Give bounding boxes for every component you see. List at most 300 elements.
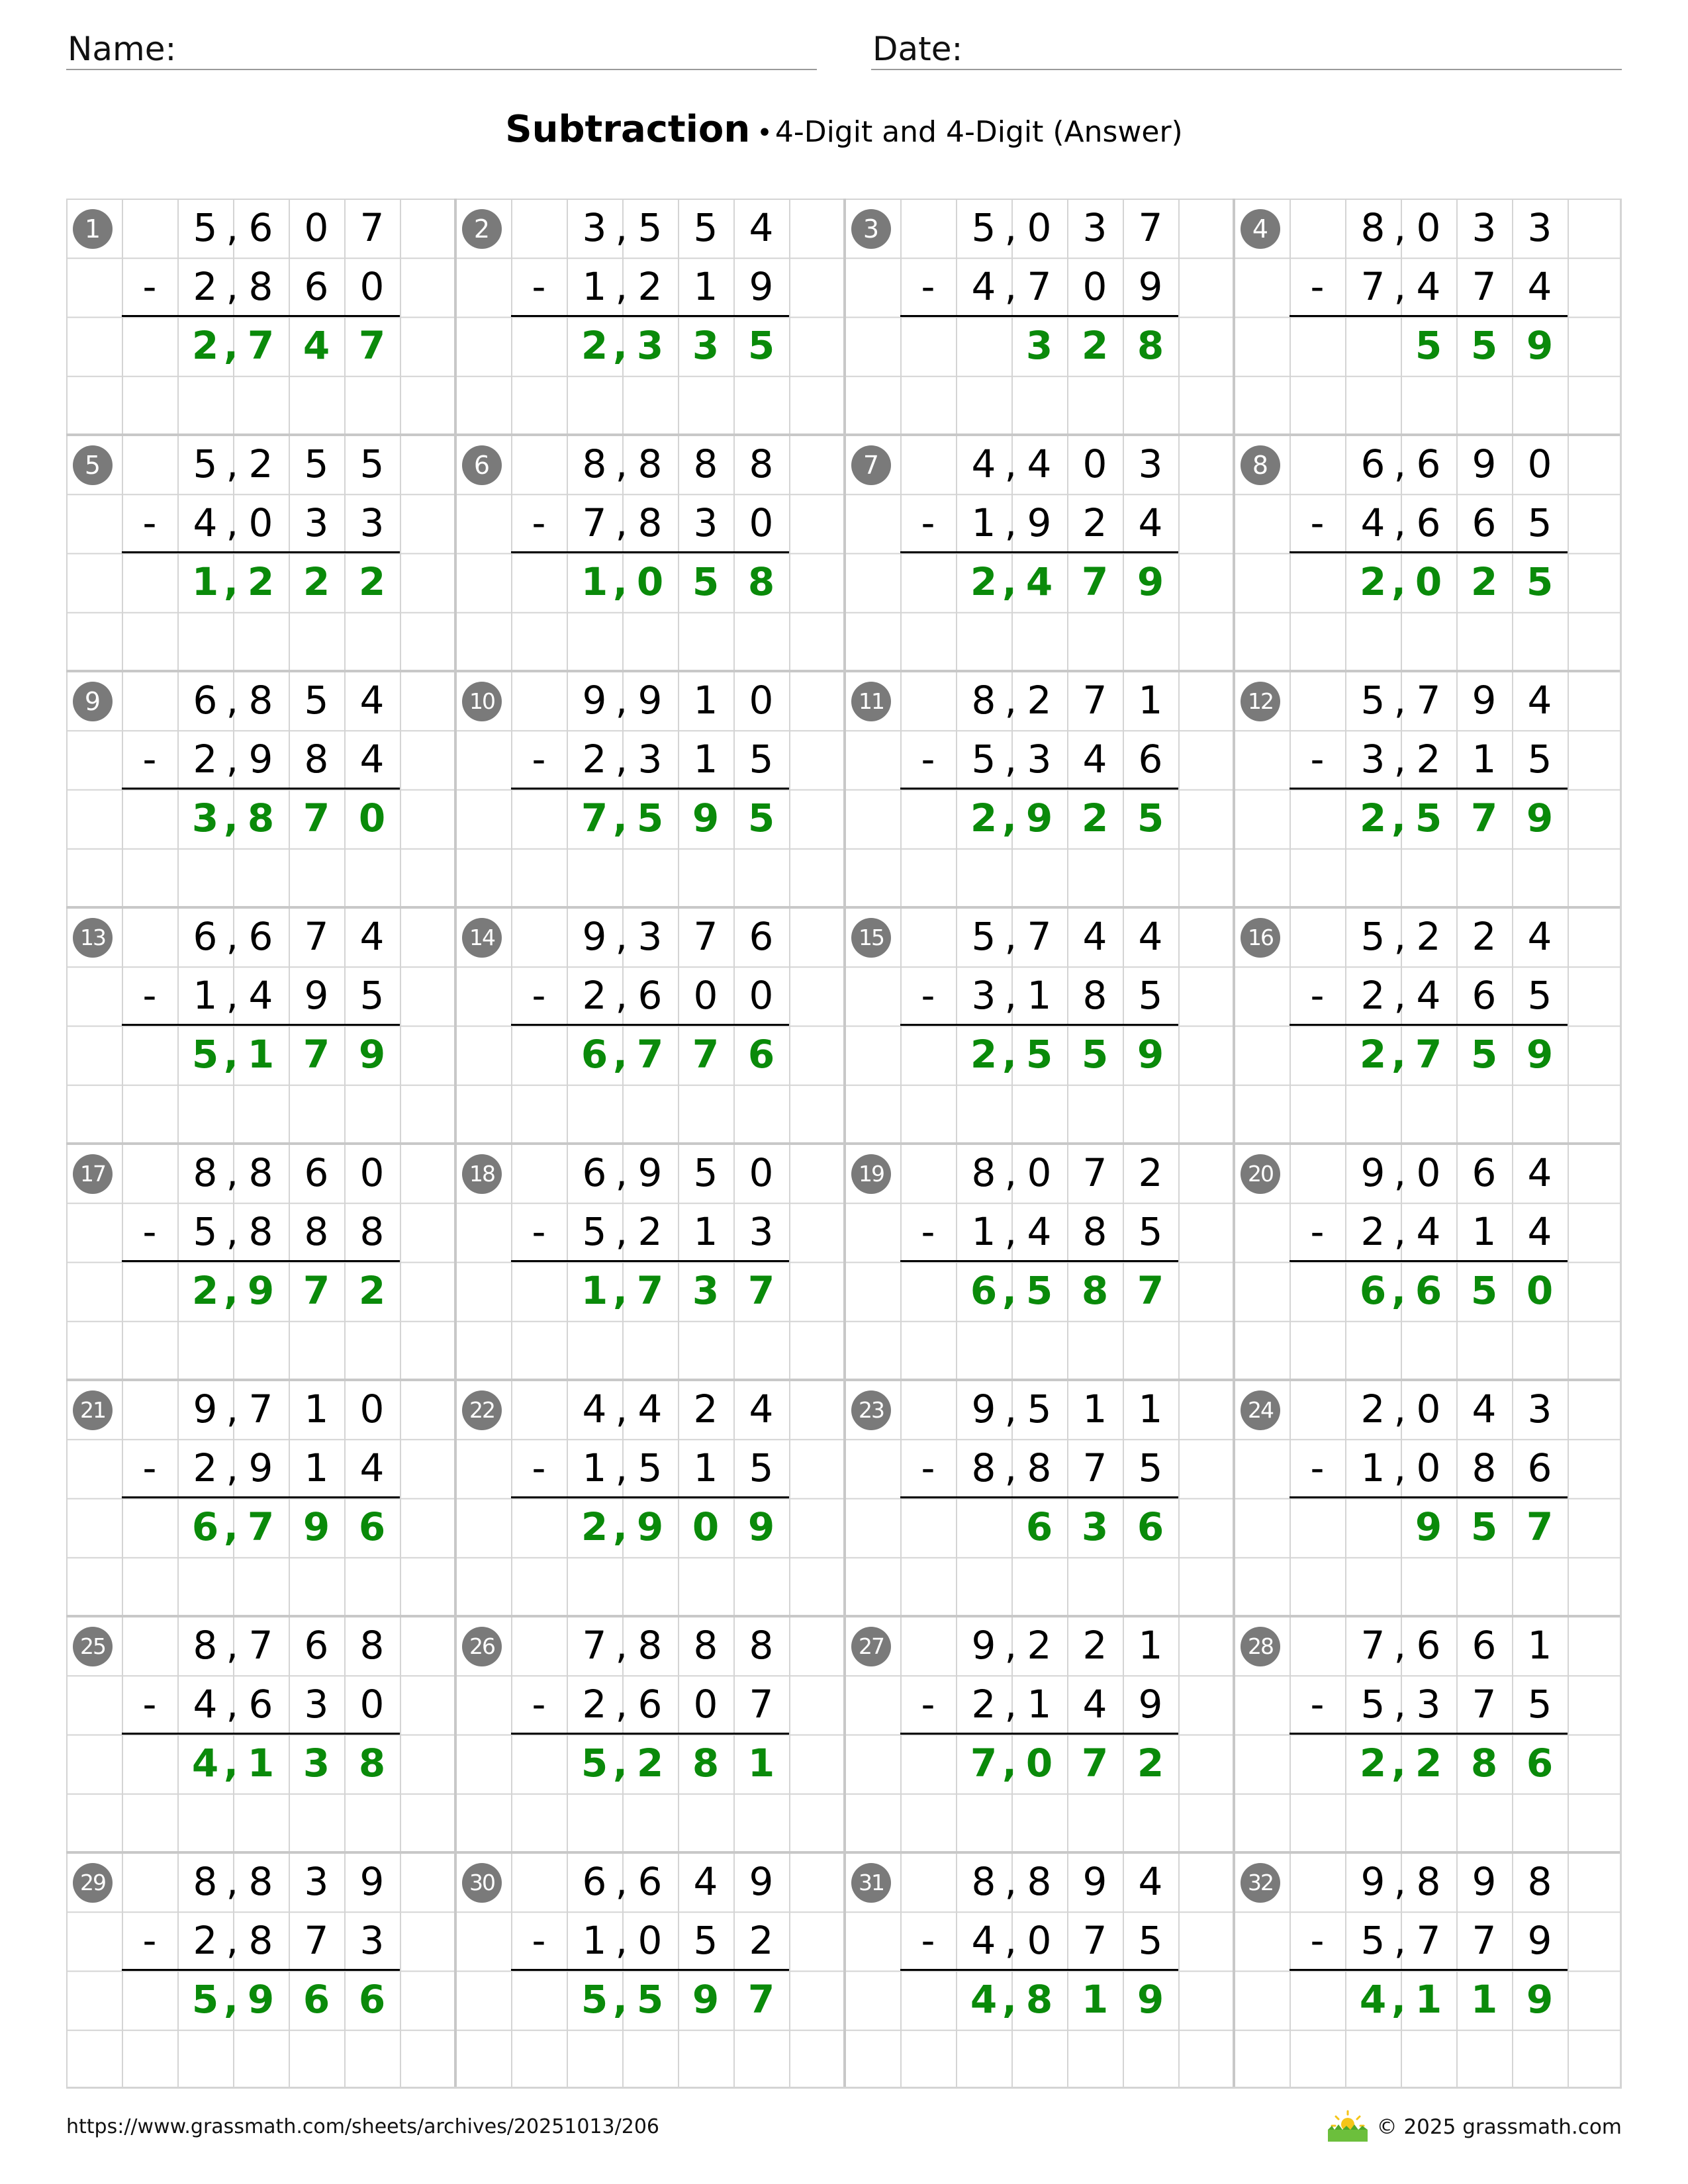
digit: 7 xyxy=(1081,1741,1109,1786)
digit: 3 xyxy=(1416,1682,1441,1727)
subtrahend-row xyxy=(1289,1439,1568,1498)
digit: 7 xyxy=(303,1032,330,1077)
digit: 0 xyxy=(1416,1445,1441,1490)
empty-cell xyxy=(122,1734,177,1793)
digit: 3 xyxy=(1527,1387,1552,1432)
digit: 5 , xyxy=(177,199,233,257)
digit: 6 xyxy=(747,1032,775,1077)
digit: 9 xyxy=(1526,1977,1554,2022)
digit: 2 xyxy=(303,559,330,604)
digit: 7 xyxy=(1472,1682,1497,1727)
digit: 6 , xyxy=(567,1852,622,1911)
digit: 2 xyxy=(1027,1623,1052,1668)
digit: 8 xyxy=(637,441,663,486)
digit: 4 xyxy=(303,323,330,368)
digit: 4 , xyxy=(567,1380,622,1439)
digit: 5 xyxy=(1470,323,1498,368)
subtrahend-row xyxy=(122,1203,400,1261)
problem-number-badge: 18 xyxy=(462,1154,502,1194)
digit: 0 xyxy=(1416,1150,1441,1195)
digit: 2 , xyxy=(567,316,622,375)
subtrahend-row xyxy=(900,494,1178,553)
digit: 2 xyxy=(1470,559,1498,604)
digit: 5 xyxy=(637,1445,663,1490)
minus-sign: - xyxy=(1310,1918,1325,1963)
empty-cell xyxy=(900,907,956,966)
digit: 8 , xyxy=(177,1144,233,1203)
minuend xyxy=(122,1852,400,1911)
digit: 3 xyxy=(693,500,718,545)
grass-sun-logo-icon xyxy=(1327,2109,1369,2143)
problem-number-badge: 2 xyxy=(462,209,502,249)
digit: 9 xyxy=(359,1859,385,1904)
digit: 3 xyxy=(1527,205,1552,250)
digit: 4 , xyxy=(177,494,233,553)
digit: 5 xyxy=(693,205,718,250)
digit: 2 , xyxy=(1345,1025,1401,1084)
digit: 6 xyxy=(1416,500,1441,545)
digit: 0 xyxy=(304,205,329,250)
digit: 7 , xyxy=(1345,1616,1401,1675)
digit: 1 xyxy=(1138,1387,1163,1432)
digit: 7 xyxy=(248,1623,273,1668)
problem-1 xyxy=(66,199,455,435)
digit: 2 , xyxy=(177,1261,233,1320)
digit: 1 , xyxy=(567,1911,622,1970)
problem-32 xyxy=(1234,1852,1623,2089)
digit: 6 xyxy=(1472,1150,1497,1195)
empty-cell xyxy=(511,1970,567,2029)
problem-30 xyxy=(455,1852,845,2089)
worksheet-title xyxy=(0,103,1688,165)
minus-sign: - xyxy=(142,500,157,545)
problem-number-badge: 19 xyxy=(851,1154,891,1194)
digit: 1 , xyxy=(1345,1439,1401,1498)
minuend xyxy=(900,907,1178,966)
problem-number-badge: 13 xyxy=(73,918,113,958)
digit: 8 xyxy=(248,678,273,723)
answer xyxy=(122,789,400,848)
digit: 5 xyxy=(693,1150,718,1195)
name-field[interactable] xyxy=(66,24,817,70)
minuend xyxy=(1289,1616,1568,1675)
answer xyxy=(511,789,789,848)
answer xyxy=(511,553,789,612)
empty-cell xyxy=(511,553,567,612)
digit: 6 xyxy=(1472,500,1497,545)
digit: 6 xyxy=(637,1682,663,1727)
problem-11 xyxy=(845,671,1234,907)
digit: 8 , xyxy=(956,671,1011,730)
name-label: Name: xyxy=(68,30,177,68)
digit: 8 xyxy=(1027,1445,1052,1490)
digit: 6 xyxy=(304,264,329,309)
digit: 8 xyxy=(248,1918,273,1963)
digit: 4 xyxy=(1416,264,1441,309)
digit: 5 xyxy=(1081,1032,1109,1077)
minuend xyxy=(511,1380,789,1439)
digit: 2 , xyxy=(956,1675,1011,1734)
digit: 5 , xyxy=(177,435,233,494)
problem-17 xyxy=(66,1144,455,1380)
digit: 0 xyxy=(1527,441,1552,486)
digit: 9 xyxy=(1025,796,1053,841)
answer xyxy=(900,1025,1178,1084)
empty-cell xyxy=(900,1970,956,2029)
digit: 9 xyxy=(1526,323,1554,368)
minuend xyxy=(1289,1380,1568,1439)
minuend xyxy=(900,671,1178,730)
digit: 5 xyxy=(1025,1032,1053,1077)
problem-number-badge: 31 xyxy=(851,1863,891,1903)
minuend xyxy=(900,1616,1178,1675)
digit: 9 xyxy=(1138,1682,1163,1727)
digit: 4 xyxy=(359,1445,385,1490)
digit: 0 xyxy=(359,1682,385,1727)
digit: 2 xyxy=(1137,1741,1164,1786)
minus-sign: - xyxy=(532,1445,546,1490)
digit: 5 xyxy=(692,559,720,604)
minuend xyxy=(1289,199,1568,257)
digit: 9 xyxy=(637,1150,663,1195)
digit: 9 , xyxy=(567,671,622,730)
digit: 6 xyxy=(248,1682,273,1727)
digit: 2 , xyxy=(177,1439,233,1498)
minuend xyxy=(511,1616,789,1675)
digit: 3 xyxy=(636,323,664,368)
answer xyxy=(900,789,1178,848)
empty-cell xyxy=(900,671,956,730)
empty-cell xyxy=(511,907,567,966)
digit: 4 xyxy=(1527,678,1552,723)
digit: 9 xyxy=(1472,441,1497,486)
problem-20 xyxy=(1234,1144,1623,1380)
digit: 2 , xyxy=(956,789,1011,848)
answer xyxy=(1289,1261,1568,1320)
digit: 2 xyxy=(1416,737,1441,782)
digit: 5 , xyxy=(177,1203,233,1261)
minuend xyxy=(511,671,789,730)
empty-cell xyxy=(1289,1616,1345,1675)
problem-5 xyxy=(66,435,455,671)
digit: 3 xyxy=(304,1859,329,1904)
empty-cell xyxy=(511,1616,567,1675)
empty-cell xyxy=(900,199,956,257)
digit: 4 , xyxy=(956,1911,1011,1970)
digit: 1 , xyxy=(177,966,233,1025)
digit: 4 xyxy=(637,1387,663,1432)
digit: 0 xyxy=(693,973,718,1018)
empty-cell xyxy=(511,789,567,848)
digit: 9 , xyxy=(567,907,622,966)
digit: 6 xyxy=(1472,973,1497,1018)
digit: 5 xyxy=(304,441,329,486)
digit: 3 xyxy=(1027,737,1052,782)
digit: 4 xyxy=(1082,914,1107,959)
digit: 5 , xyxy=(567,1970,622,2029)
digit: 5 xyxy=(636,1977,664,2022)
problem-23 xyxy=(845,1380,1234,1616)
digit: 4 xyxy=(1416,1209,1441,1254)
minus-sign: - xyxy=(532,1682,546,1727)
subtrahend-row xyxy=(511,730,789,789)
digit: 2 , xyxy=(177,1911,233,1970)
digit: 9 xyxy=(1138,264,1163,309)
problem-24 xyxy=(1234,1380,1623,1616)
problem-25 xyxy=(66,1616,455,1852)
digit: 4 xyxy=(359,737,385,782)
answer xyxy=(511,1734,789,1793)
digit: 7 xyxy=(693,914,718,959)
digit: 7 xyxy=(749,1682,774,1727)
minus-sign: - xyxy=(142,1445,157,1490)
empty-cell xyxy=(900,1616,956,1675)
empty-cell xyxy=(122,1261,177,1320)
minuend xyxy=(511,1852,789,1911)
digit: 7 xyxy=(1470,796,1498,841)
digit: 5 xyxy=(749,1445,774,1490)
problem-number-badge: 21 xyxy=(73,1390,113,1430)
subtrahend-row xyxy=(900,257,1178,316)
minuend xyxy=(1289,1852,1568,1911)
problem-number-badge: 3 xyxy=(851,209,891,249)
digit: 1 xyxy=(1027,973,1052,1018)
digit: 7 xyxy=(1472,1918,1497,1963)
digit: 5 , xyxy=(177,1025,233,1084)
digit: 7 xyxy=(303,1268,330,1313)
answer xyxy=(1289,553,1568,612)
digit: 1 xyxy=(304,1387,329,1432)
digit: 1 , xyxy=(567,1261,622,1320)
empty-cell xyxy=(122,789,177,848)
empty-cell xyxy=(122,671,177,730)
problem-14 xyxy=(455,907,845,1144)
empty-cell xyxy=(122,553,177,612)
empty-cell xyxy=(122,199,177,257)
empty-cell xyxy=(511,1498,567,1557)
subtrahend-row xyxy=(122,1439,400,1498)
digit: 5 , xyxy=(956,199,1011,257)
digit: 5 xyxy=(1470,1268,1498,1313)
empty-cell xyxy=(122,1025,177,1084)
digit: 2 xyxy=(1082,500,1107,545)
digit: 6 xyxy=(358,1504,386,1549)
minuend xyxy=(1289,907,1568,966)
problem-number-badge: 27 xyxy=(851,1627,891,1666)
digit: 6 xyxy=(1472,1623,1497,1668)
empty-cell xyxy=(1289,199,1345,257)
subtrahend-row xyxy=(900,966,1178,1025)
answer xyxy=(122,316,400,375)
digit: 7 xyxy=(1027,914,1052,959)
answer xyxy=(900,316,1178,375)
problem-3 xyxy=(845,199,1234,435)
digit: 4 xyxy=(1472,1387,1497,1432)
subtrahend-row xyxy=(900,1675,1178,1734)
digit: 7 xyxy=(1081,559,1109,604)
digit: 8 xyxy=(692,1741,720,1786)
digit: 2 xyxy=(636,1741,664,1786)
subtrahend-row xyxy=(511,1439,789,1498)
minuend xyxy=(122,1616,400,1675)
empty-cell xyxy=(511,1380,567,1439)
empty-cell xyxy=(1289,1144,1345,1203)
answer xyxy=(122,1498,400,1557)
digit: 3 xyxy=(359,500,385,545)
empty-cell xyxy=(900,316,956,375)
empty-cell xyxy=(511,1144,567,1203)
digit: 2 , xyxy=(177,730,233,789)
minus-sign: - xyxy=(921,500,935,545)
date-field[interactable] xyxy=(871,24,1622,70)
digit: 2 , xyxy=(956,553,1011,612)
digit: 5 xyxy=(747,796,775,841)
digit: 8 xyxy=(304,1209,329,1254)
digit: 1 xyxy=(1138,678,1163,723)
minus-sign: - xyxy=(1310,500,1325,545)
digit: 0 xyxy=(1416,205,1441,250)
digit: 0 xyxy=(693,1682,718,1727)
problem-number-badge: 4 xyxy=(1241,209,1280,249)
problem-10 xyxy=(455,671,845,907)
minuend xyxy=(122,199,400,257)
digit: 9 xyxy=(749,1859,774,1904)
digit: 8 xyxy=(359,1209,385,1254)
digit: 7 , xyxy=(567,494,622,553)
digit: 8 xyxy=(1082,973,1107,1018)
answer xyxy=(1289,1025,1568,1084)
answer xyxy=(511,1261,789,1320)
digit: 2 , xyxy=(567,966,622,1025)
digit: 7 xyxy=(636,1268,664,1313)
minuend xyxy=(122,1144,400,1203)
digit: 5 , xyxy=(956,907,1011,966)
digit: 1 xyxy=(1081,1977,1109,2022)
problem-number-badge: 17 xyxy=(73,1154,113,1194)
digit: 0 xyxy=(1416,1387,1441,1432)
digit: 1 xyxy=(304,1445,329,1490)
digit: 9 xyxy=(247,1977,275,2022)
digit: 9 xyxy=(1027,500,1052,545)
digit: 4 xyxy=(1027,1209,1052,1254)
minus-sign: - xyxy=(1310,264,1325,309)
digit: 6 xyxy=(1416,1623,1441,1668)
minus-sign: - xyxy=(921,973,935,1018)
problem-15 xyxy=(845,907,1234,1144)
digit: 0 xyxy=(749,1150,774,1195)
digit: 5 xyxy=(1025,1268,1053,1313)
empty-cell xyxy=(511,671,567,730)
digit: 1 xyxy=(693,1209,718,1254)
digit: 1 , xyxy=(567,257,622,316)
empty-cell xyxy=(956,1498,1011,1557)
subtrahend-row xyxy=(511,1203,789,1261)
answer xyxy=(900,1734,1178,1793)
problem-13 xyxy=(66,907,455,1144)
digit: 1 , xyxy=(956,494,1011,553)
digit: 5 , xyxy=(956,730,1011,789)
digit: 9 xyxy=(1137,1032,1164,1077)
digit: 8 xyxy=(248,264,273,309)
problem-31 xyxy=(845,1852,1234,2089)
problem-21 xyxy=(66,1380,455,1616)
digit: 8 xyxy=(749,441,774,486)
minuend xyxy=(511,1144,789,1203)
digit: 2 , xyxy=(956,1025,1011,1084)
problem-number-badge: 22 xyxy=(462,1390,502,1430)
empty-cell xyxy=(900,553,956,612)
digit: 2 xyxy=(358,559,386,604)
digit: 2 , xyxy=(567,1675,622,1734)
digit: 5 xyxy=(1470,1032,1498,1077)
empty-cell xyxy=(511,1734,567,1793)
title-separator: • xyxy=(757,118,773,148)
digit: 3 xyxy=(692,1268,720,1313)
digit: 3 , xyxy=(177,789,233,848)
answer xyxy=(1289,1498,1568,1557)
problem-number-badge: 5 xyxy=(73,445,113,485)
digit: 2 , xyxy=(567,1498,622,1557)
empty-cell xyxy=(1289,1970,1345,2029)
digit: 5 , xyxy=(177,1970,233,2029)
digit: 1 , xyxy=(177,553,233,612)
digit: 6 xyxy=(1527,1445,1552,1490)
subtrahend-row xyxy=(1289,1911,1568,1970)
minuend xyxy=(900,1380,1178,1439)
digit: 8 xyxy=(359,1623,385,1668)
digit: 9 xyxy=(247,1268,275,1313)
digit: 0 xyxy=(248,500,273,545)
digit: 1 , xyxy=(567,1439,622,1498)
digit: 3 xyxy=(1081,1504,1109,1549)
digit: 6 xyxy=(248,914,273,959)
minus-sign: - xyxy=(532,1918,546,1963)
digit: 4 xyxy=(248,973,273,1018)
answer xyxy=(900,1498,1178,1557)
digit: 7 xyxy=(747,1268,775,1313)
digit: 0 xyxy=(1526,1268,1554,1313)
digit: 0 xyxy=(359,264,385,309)
digit: 7 xyxy=(304,914,329,959)
digit: 5 xyxy=(636,796,664,841)
problem-number-badge: 1 xyxy=(73,209,113,249)
digit: 5 xyxy=(1470,1504,1498,1549)
digit: 6 , xyxy=(956,1261,1011,1320)
digit: 2 xyxy=(693,1387,718,1432)
problem-number-badge: 23 xyxy=(851,1390,891,1430)
minus-sign: - xyxy=(921,264,935,309)
minuend xyxy=(511,907,789,966)
minus-sign: - xyxy=(142,1918,157,1963)
digit: 2 xyxy=(247,559,275,604)
digit: 8 xyxy=(1082,1209,1107,1254)
digit: 3 , xyxy=(567,199,622,257)
minus-sign: - xyxy=(142,1682,157,1727)
empty-cell xyxy=(1289,907,1345,966)
digit: 2 xyxy=(1082,1623,1107,1668)
digit: 8 , xyxy=(177,1616,233,1675)
digit: 8 , xyxy=(567,435,622,494)
empty-cell xyxy=(122,1144,177,1203)
digit: 8 , xyxy=(177,1852,233,1911)
answer xyxy=(900,553,1178,612)
digit: 0 xyxy=(359,1387,385,1432)
answer xyxy=(511,1025,789,1084)
digit: 3 xyxy=(303,1741,330,1786)
digit: 4 xyxy=(1527,1209,1552,1254)
answer xyxy=(122,1970,400,2029)
empty-cell xyxy=(1289,1025,1345,1084)
